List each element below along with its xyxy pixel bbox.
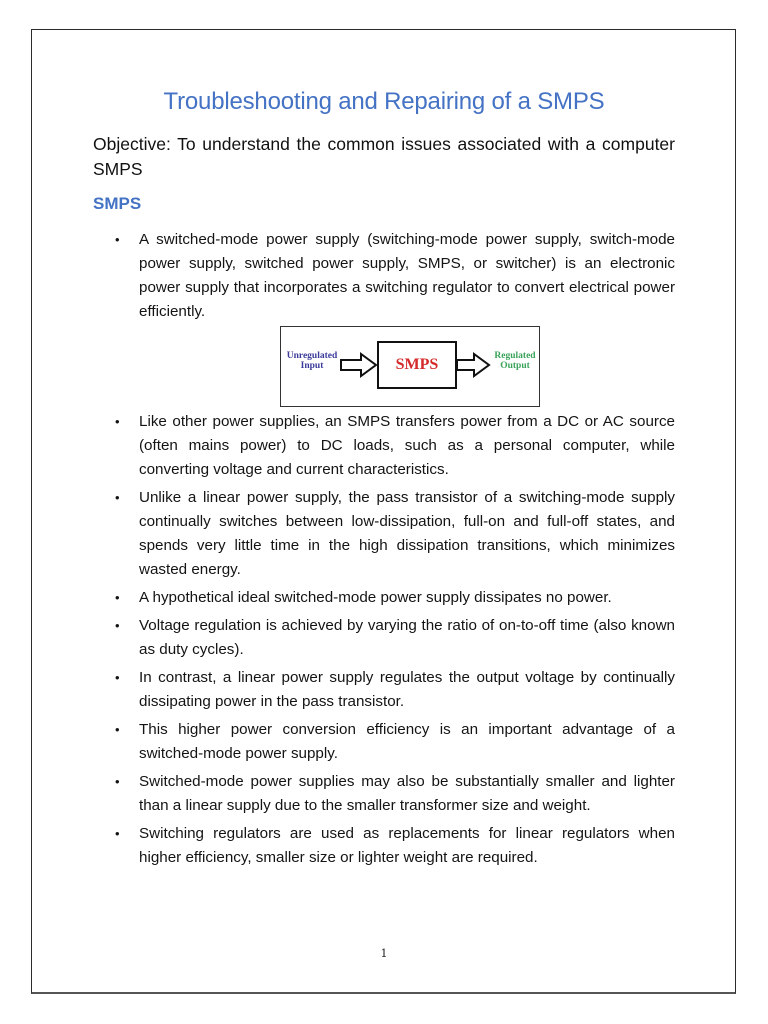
list-item-text: Switching regulators are used as replacements for linear regulators when higher efficiency, smaller size or lighter weight are required. [139, 825, 675, 866]
bullet-icon: • [115, 232, 120, 247]
regulated-output-label: Regulated Output [494, 351, 536, 371]
list-item-text: Switched-mode power supplies may also be substantially smaller and lighter than a linear supply due to the smaller transformer size and weight. [139, 773, 675, 814]
list-item-text: Voltage regulation is achieved by varying the ratio of on-to-off time (also known as duty cycles). [139, 617, 675, 658]
bullet-icon: • [115, 670, 120, 685]
bullet-icon: • [115, 618, 120, 633]
bullet-icon: • [115, 826, 120, 841]
smps-block-diagram [280, 326, 540, 407]
unregulated-input-label: Unregulated Input [286, 351, 338, 371]
page-title: Troubleshooting and Repairing of a SMPS [163, 88, 605, 115]
bullet-icon: • [115, 774, 120, 789]
list-item [93, 410, 675, 482]
list-item-text: Like other power supplies, an SMPS transfers power from a DC or AC source (often mains power) to DC loads, such as a personal computer, while converting voltage and current characteristics. [139, 413, 675, 478]
smps-block: SMPS [377, 341, 457, 389]
list-item-text: Unlike a linear power supply, the pass transistor of a switching-mode supply continually switches between low-dissipation, full-on and full-off states, and spends very little time in the high dissipation transitions, which minimizes wasted energy. [139, 489, 675, 578]
list-item [93, 586, 675, 610]
list-item [93, 486, 675, 582]
page-number: 1 [380, 947, 388, 960]
list-item [93, 666, 675, 714]
list-item [93, 614, 675, 662]
section-heading: SMPS [93, 194, 142, 213]
list-item [93, 822, 675, 870]
bullet-icon: • [115, 414, 120, 429]
bullet-icon: • [115, 490, 120, 505]
output-arrow-icon [457, 354, 489, 376]
list-item-text: This higher power conversion efficiency is an important advantage of a switched-mode power supply. [139, 721, 675, 762]
bullet-icon: • [115, 590, 120, 605]
input-arrow-icon [341, 354, 376, 376]
bullet-icon: • [115, 722, 120, 737]
list-item [93, 228, 675, 324]
list-item [93, 718, 675, 766]
list-item-text: A switched-mode power supply (switching-mode power supply, switch-mode power supply, switched power supply, SMPS, or switcher) is an electronic power supply that incorporates a switching regulator to convert electrical power efficiently. [139, 231, 675, 320]
bullet-list-intro [93, 228, 675, 328]
list-item-text: A hypothetical ideal switched-mode power supply dissipates no power. [139, 589, 612, 606]
bullet-list-details [93, 410, 675, 874]
list-item-text: In contrast, a linear power supply regulates the output voltage by continually dissipating power in the pass transistor. [139, 669, 675, 710]
objective-paragraph: Objective: To understand the common issues associated with a computer SMPS [93, 134, 675, 179]
list-item [93, 770, 675, 818]
